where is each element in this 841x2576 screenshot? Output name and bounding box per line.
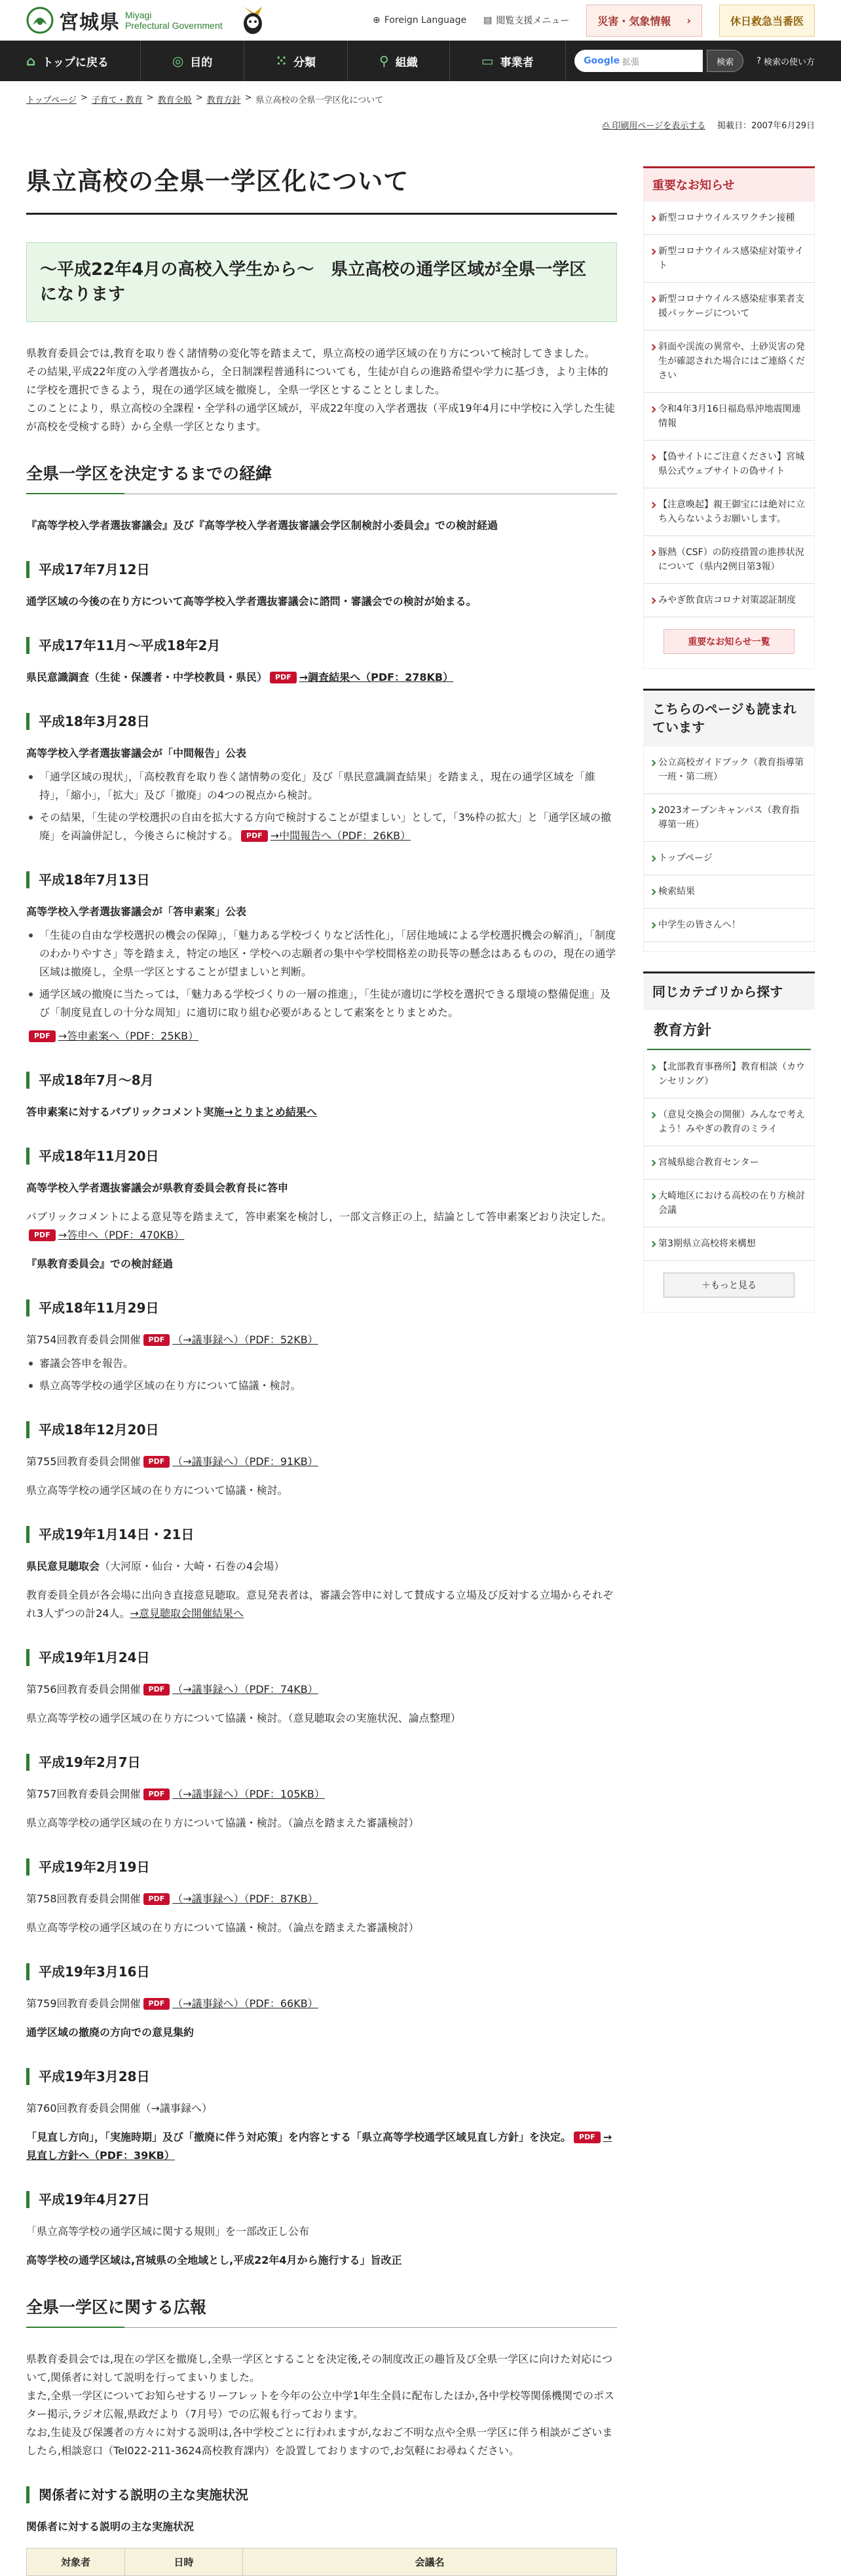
section-heading: 全県一学区に関する広報 [26,2295,617,2328]
published-date: 掲載日：2007年6月29日 [717,121,815,131]
nav-business[interactable]: ▭ 事業者 [450,41,566,81]
table-header: 日時 [125,2549,243,2576]
pdf-icon: PDF [143,1684,170,1696]
main-content: 県立高校の全県一学区化について ～平成22年4月の高校入学生から～ 県立高校の通学区域が全県一学区になります 県教育委員会では,教育を取り巻く諸情勢の変化等を踏まえて，県立高校の通学区域の在り方について検討してきました。 その結果,平成22年度の入学者選抜から，全日制課程普通科についても，生徒が自らの進路希望や学力に基づき，より主体的に学校を選択できるよう，現在の通学区域を撤廃し，全県一学区とすることとしました。 このことにより，県立高校の全課程・全学科の通学区域が，平成22年度の入学者選抜（平成19年4月に中学校に入学した生徒が高校を受検する時）から全県一学区となります。 全県一学区を決定するまでの経緯 『高等学校入学者選抜審議会』及び『高等学校入学者選抜審議会学区制検討小委員会』での検討経過 平成17年7月12日 通学区域の今後の在り方について高等学校入学者選抜審議会に諮問・審議会での検討が始まる。 平成17年11月～平成18年2月 県民意識調査（生徒・保護者・中学校教員・県民） PDF →調査結果へ（PDF：278KB） 平成18年3月28日 高等学校入学者選抜審議会が「中間報告」公表 「通学区域の現状」，「高校教育を取り巻く諸情勢の変化」及び「県民意識調査結果」を踏まえ，現在の通学区域を「維持」，「縮小」，「拡大」及び「撤廃」の4つの視点から検討。 その結果，「生徒の学校選択の自由を拡大する方向で検討することが望ましい」として，「3%枠の拡大」と「通学区域の撤廃」を両論併記し，今後さらに検討する。 PDF →中間報告へ（PDF：26KB） 平成18年7月13日 高等学校入学者選抜審議会が「答申素案」公表 「生徒の自由な学校選択の機会の保障」，「魅力ある学校づくりなど活性化」，「居住地域による学校選択機会の解消」，「制度のわかりやすさ」等を踏まえ，特定の地区・学校への志願者の集中や学校間格差の助長等の懸念はあるものの，現在の通学区域は撤廃し，全県一学区とすることが望ましいと判断。 通学区域の撤廃に当たっては，「魅力ある学校づくりの一層の推進」，「生徒が適切に学校を選択できる環境の整備促進」及び「制度見直しの十分な周知」に適切に取り組む必要があるとして素案をとりまとめた。 PDF →答申素案へ（PDF：25KB） 平成18年7月～8月 答申素案に対するパブリックコメント実施→とりまとめ結果へ 平成18年11月20日 高等学校入学者選抜審議会が県教育委員会教育長に答申 パブリックコメントによる意見等を踏まえて，答申素案を検討し，一部文言修正の上，結論として答申素案どおり決定した。PDF →答申へ（PDF：470KB） 『県教育委員会』での検討経過 平成18年11月29日 第754回教育委員会開催 PDF （→議事録へ）（PDF：52KB） 審議会答申を報告。 県立高等学校の通学区域の在り方について協議・検討。 平成18年12月20日 第755回教育委員会開催 PDF （→議事録へ）（PDF：91KB） 県立高等学校の通学区域の在り方について協議・検討。 平成19年1月14日・21日 県民意見聴取会（大河原・仙台・大崎・石巻の4会場） 教育委員全員が各会場に出向き直接意見聴取。意見発表者は，審議会答申に対して賛成する立場及び反対する立場からそれぞれ3人ずつの計24人。→意見聴取会開催結果へ 平成19年1月24日 第756回教育委員会開催 PDF （→議事録へ）（PDF：74KB） 県立高等学校の通学区域の在り方について協議・検討。（意見聴取会の実施状況、論点整理） 平成19年2月7日 第757回教育委員会開催 PDF （→議事録へ）（PDF：105KB） 県立高等学校の通学区域の在り方について協議・検討。（論点を踏まえた審議検討） 平成19年2月19日 第758回教育委員会開催 PDF （→議事録へ）（PDF：87KB） 県立高等学校の通学区域の在り方について協議・検討。（論点を踏まえた審議検討） 平成19年3月16日 第759回教育委員会開催 PDF （→議事録へ）（PDF：66KB） 通学区域の撤廃の方向での意見集約 平成19年3月28日 第760回教育委員会開催（→議事録へ） 「見直し方向」，「実施時期」及び「撤廃に伴う対応策」を内容とする「県立高等学校通学区域見直し方針」を決定。 PDF →見直し方針へ（PDF：39KB） 平成19年4月27日 「県立高等学校の通学区域に関する規則」を一部改正し公布 高等学校の通学区域は,宮城県の全地域とし,平成22年4月から施行する」旨改正 全県一学区に関する広報 県教育委員会では,現在の学区を撤廃し,全県一学区とすることを決定後,その制度改正の趣旨及び全県一学区に向けた対応について,関係者に対して説明を行ってまいりました。 また,全県一学区についてお知らせするリーフレットを今年の公立中学1年生全員に配布したほか,各中学校等関係機関でのポスター掲示,ラジオ広報,県政だより（7月号）での広報も行っております。 なお,生徒及び保護者の方々に対する説明は,各中学校ごとに行われますが,なおご不明な点や全県一学区に伴う相談がございましたら,相談窓口（Tel022-211-3624高校教育課内）を設置しておりますので,お気軽にお尋ねください。 関係者に対する説明の主な実施状況 関係者に対する説明の主な実施状況 対象者 日時 会議名 [26,161,617,2576]
category-item[interactable]: 【北部教育事務所】教育相談（カウンセリング） [644,1051,814,1098]
date-heading: 平成19年3月28日 [26,2068,617,2085]
notice-list [643,201,815,669]
breadcrumb: トップページ > 子育て・教育 > 教育全般 > 教育方針 > 県立高校の全県一学区化について [26,93,384,105]
date-heading: 平成19年1月14日・21日 [26,1526,617,1543]
nav-top[interactable]: ⌂ トップに戻る [26,41,141,81]
category-subheading[interactable]: 教育方針 [647,1010,811,1050]
pdf-icon: PDF [143,1893,170,1905]
pdf-icon: PDF [143,1456,170,1468]
list-item: 通学区域の撤廃に当たっては，「魅力ある学校づくりの一層の推進」，「生徒が適切に学校を選択できる環境の整備促進」及び「制度見直しの十分な周知」に適切に取り組む必要があるとして素案をとりまとめた。 [26,985,617,1022]
more-button[interactable]: ＋もっと見る [663,1273,794,1297]
reading-icon: ▤ [483,15,493,26]
date-heading: 平成19年4月27日 [26,2191,617,2208]
policy-link[interactable]: →見直し方針へ（PDF：39KB） [26,2131,612,2162]
popular-item[interactable]: 検索結果 [644,875,814,909]
notice-item[interactable]: 新型コロナウイルス感染症事業者支援パッケージについて [644,283,814,331]
pdf-icon: PDF [143,1788,170,1800]
search-help-link[interactable]: ? 検索の使い方 [757,56,815,67]
date-heading: 平成18年11月20日 [26,1148,617,1165]
report-link[interactable]: →答申へ（PDF：470KB） [58,1229,185,1241]
list-item: その結果，「生徒の学校選択の自由を拡大する方向で検討することが望ましい」として，「3%枠の拡大」と「通学区域の撤廃」を両論併記し，今後さらに検討する。 PDF →中間報告へ（PDF：26KB） [26,808,617,845]
intro-text: このことにより，県立高校の全課程・全学科の通学区域が，平成22年度の入学者選抜（平成19年4月に中学校に入学した生徒が高校を受検する時）から全県一学区となります。 [26,402,615,433]
category-item[interactable]: （意見交換会の開催）みんなで考えよう！みやぎの教育のミライ [644,1098,814,1146]
disaster-info-button[interactable]: 災害・気象情報 › [586,5,702,37]
minutes-link[interactable]: （→議事録へ）（PDF：87KB） [172,1893,318,1905]
process-intro: 『高等学校入学者選抜審議会』及び『高等学校入学者選抜審議会学区制検討小委員会』での検討経過 [26,519,498,532]
pdf-icon: PDF [143,1334,170,1346]
interim-report-link[interactable]: →中間報告へ（PDF：26KB） [270,829,411,842]
site-search [574,50,815,72]
date-heading: 平成19年3月16日 [26,1963,617,1980]
notice-list-button[interactable]: 重要なお知らせ一覧 [663,629,794,654]
search-button[interactable]: 検索 [707,50,743,72]
category-list [643,1050,815,1313]
intro-text: その結果,平成22年度の入学者選抜から，全日制課程普通科についても，生徒が自らの進路希望や学力に基づき，より主体的に学校を選択できるよう，現在の通学区域を撤廃し，全県一学区とすることとしました。 [26,365,608,396]
section-heading: 全県一学区を決定するまでの経緯 [26,461,617,494]
org-chart-icon: ⚲ [379,53,389,69]
explain-table [26,2548,617,2576]
survey-result-link[interactable]: →調査結果へ（PDF：278KB） [299,671,454,683]
minutes-link[interactable]: （→議事録へ）（PDF：91KB） [172,1455,318,1468]
logo-english: Miyagi Prefectural Government [125,10,223,31]
mascot-icon [238,4,267,37]
minutes-link[interactable]: （→議事録へ）（PDF：74KB） [172,1683,318,1696]
breadcrumb-link[interactable]: 子育て・教育 [91,96,143,105]
site-logo[interactable] [26,6,223,35]
site-header [0,0,841,41]
popular-item[interactable]: 中学生の皆さんへ！ [644,909,814,942]
pdf-icon: PDF [574,2132,601,2143]
reading-support-menu[interactable]: ▤ 閲覧支援メニュー [483,15,570,26]
help-icon: ? [757,56,761,66]
lead-box: ～平成22年4月の高校入学生から～ 県立高校の通学区域が全県一学区になります [26,242,617,322]
chevron-right-icon: › [686,14,691,27]
minutes-link[interactable]: （→議事録へ）（PDF：105KB） [172,1788,325,1800]
search-icon: ◎ [172,53,184,69]
minutes-link[interactable]: （→議事録へ）（PDF：52KB） [172,1333,318,1346]
popular-item[interactable]: トップページ [644,842,814,875]
bullet-list [26,1354,617,1395]
board-intro: 『県教育委員会』での検討経過 [26,1258,174,1270]
date-heading: 平成19年1月24日 [26,1649,617,1666]
comment-result-link[interactable]: →とりまとめ結果へ [224,1106,317,1118]
global-nav [0,41,841,81]
popular-item[interactable]: 公立高校ガイドブック（教育指導第一班・第二班） [644,746,814,794]
list-item: 県立高等学校の通学区域の在り方について協議・検討。 [26,1377,617,1395]
pdf-icon: PDF [270,672,297,683]
notice-item[interactable]: 【注意喚起】親王御宝には絶対に立ち入らないようお願いします。 [644,488,814,536]
bullet-list [26,926,617,1022]
notice-item[interactable]: 新型コロナウイルスワクチン接種 [644,202,814,235]
page-meta [0,105,841,131]
notice-item[interactable]: 新型コロナウイルス感染症対策サイト [644,235,814,283]
category-item[interactable]: 宮城県総合教育センター [644,1146,814,1180]
sidebar [643,166,815,2576]
table-header: 対象者 [27,2549,125,2576]
foreign-language-link[interactable]: ⊕ Foreign Language [373,15,467,26]
print-link[interactable]: ⎙ 印刷用ページを表示する [602,121,706,131]
breadcrumb-link[interactable]: 教育方針 [206,96,241,105]
list-item: 審議会答申を報告。 [26,1354,617,1373]
home-icon: ⌂ [26,53,36,69]
popular-item[interactable]: 2023オープンキャンパス（教育指導第一班） [644,794,814,842]
nav-category[interactable]: ⁙ 分類 [244,41,348,81]
prefecture-emblem-icon [26,7,54,34]
date-heading: 平成19年2月19日 [26,1859,617,1876]
list-item: 「生徒の自由な学校選択の機会の保障」，「魅力ある学校づくりなど活性化」，「居住地域による学校選択機会の解消」，「制度のわかりやすさ」等を踏まえ，特定の地区・学校への志願者の集中や学校間格差の助長等の懸念はあるものの，現在の通学区域は撤廃し，全県一学区とすることが望ましいと判断。 [26,926,617,981]
notice-item[interactable]: 豚熱（CSF）の防疫措置の進捗状況について（県内2例目第3報） [644,536,814,584]
date-heading: 平成19年2月7日 [26,1754,617,1771]
date-heading: 平成18年11月29日 [26,1299,617,1316]
table-header: 会議名 [243,2549,617,2576]
notice-item[interactable]: みやぎ飲食店コロナ対策認証制度 [644,584,814,617]
google-logo: Google [584,56,620,66]
minutes-link[interactable]: （→議事録へ）（PDF：66KB） [172,1997,318,2010]
logo-text: 宮城県 [59,11,120,34]
category-heading: 同じカテゴリから探す [643,971,815,1010]
category-item[interactable]: 第3期県立高校将来構想 [644,1227,814,1261]
intro-text: 県教育委員会では,教育を取り巻く諸情勢の変化等を踏まえて，県立高校の通学区域の在り方について検討してきました。 [26,347,595,359]
globe-icon: ⊕ [373,15,381,26]
sub-heading: 関係者に対する説明の主な実施状況 [26,2486,617,2503]
hearing-result-link[interactable]: →意見聴取会開催結果へ [130,1607,244,1620]
notice-item[interactable]: 斜面や渓流の異常や、土砂災害の発生が確認された場合にはご連絡ください [644,331,814,393]
date-heading: 平成17年7月12日 [26,561,617,578]
pdf-icon: PDF [29,1229,56,1241]
category-item[interactable]: 大崎地区における高校の在り方検討会議 [644,1180,814,1227]
date-heading: 平成18年7月～8月 [26,1072,617,1089]
notice-item[interactable]: 令和4年3月16日福島県沖地震関連情報 [644,393,814,441]
notice-item[interactable]: 【偽サイトにご注意ください】宮城県公式ウェブサイトの偽サイト [644,441,814,488]
print-icon: ⎙ [602,121,612,131]
date-heading: 平成17年11月～平成18年2月 [26,637,617,654]
list-item: 「通学区域の現状」，「高校教育を取り巻く諸情勢の変化」及び「県民意識調査結果」を踏まえ，現在の通学区域を「維持」，「縮小」，「拡大」及び「撤廃」の4つの視点から検討。 [26,768,617,805]
pdf-icon: PDF [241,830,268,842]
pdf-icon: PDF [143,1998,170,2010]
grid-icon: ⁙ [276,53,288,69]
popular-heading: こちらのページも読まれています [643,689,815,746]
nav-organization[interactable]: ⚲ 組織 [348,41,450,81]
date-heading: 平成18年3月28日 [26,713,617,730]
important-notice-heading: 重要なお知らせ [643,166,815,201]
pdf-icon: PDF [29,1030,56,1042]
date-heading: 平成18年12月20日 [26,1421,617,1438]
holiday-doctor-button[interactable]: 休日救急当番医 [719,5,815,37]
breadcrumb-link[interactable]: トップページ [26,96,77,105]
briefcase-icon: ▭ [481,53,494,69]
draft-report-link[interactable]: →答申素案へ（PDF：25KB） [58,1030,199,1042]
breadcrumb-link[interactable]: 教育全般 [157,96,192,105]
page-title: 県立高校の全県一学区化について [26,161,617,215]
bullet-list [26,768,617,845]
search-input[interactable]: Google 拡張 [574,50,703,72]
popular-list [643,746,815,952]
nav-purpose[interactable]: ◎ 目的 [141,41,244,81]
breadcrumb-current: 県立高校の全県一学区化について [255,96,384,105]
date-heading: 平成18年7月13日 [26,871,617,888]
